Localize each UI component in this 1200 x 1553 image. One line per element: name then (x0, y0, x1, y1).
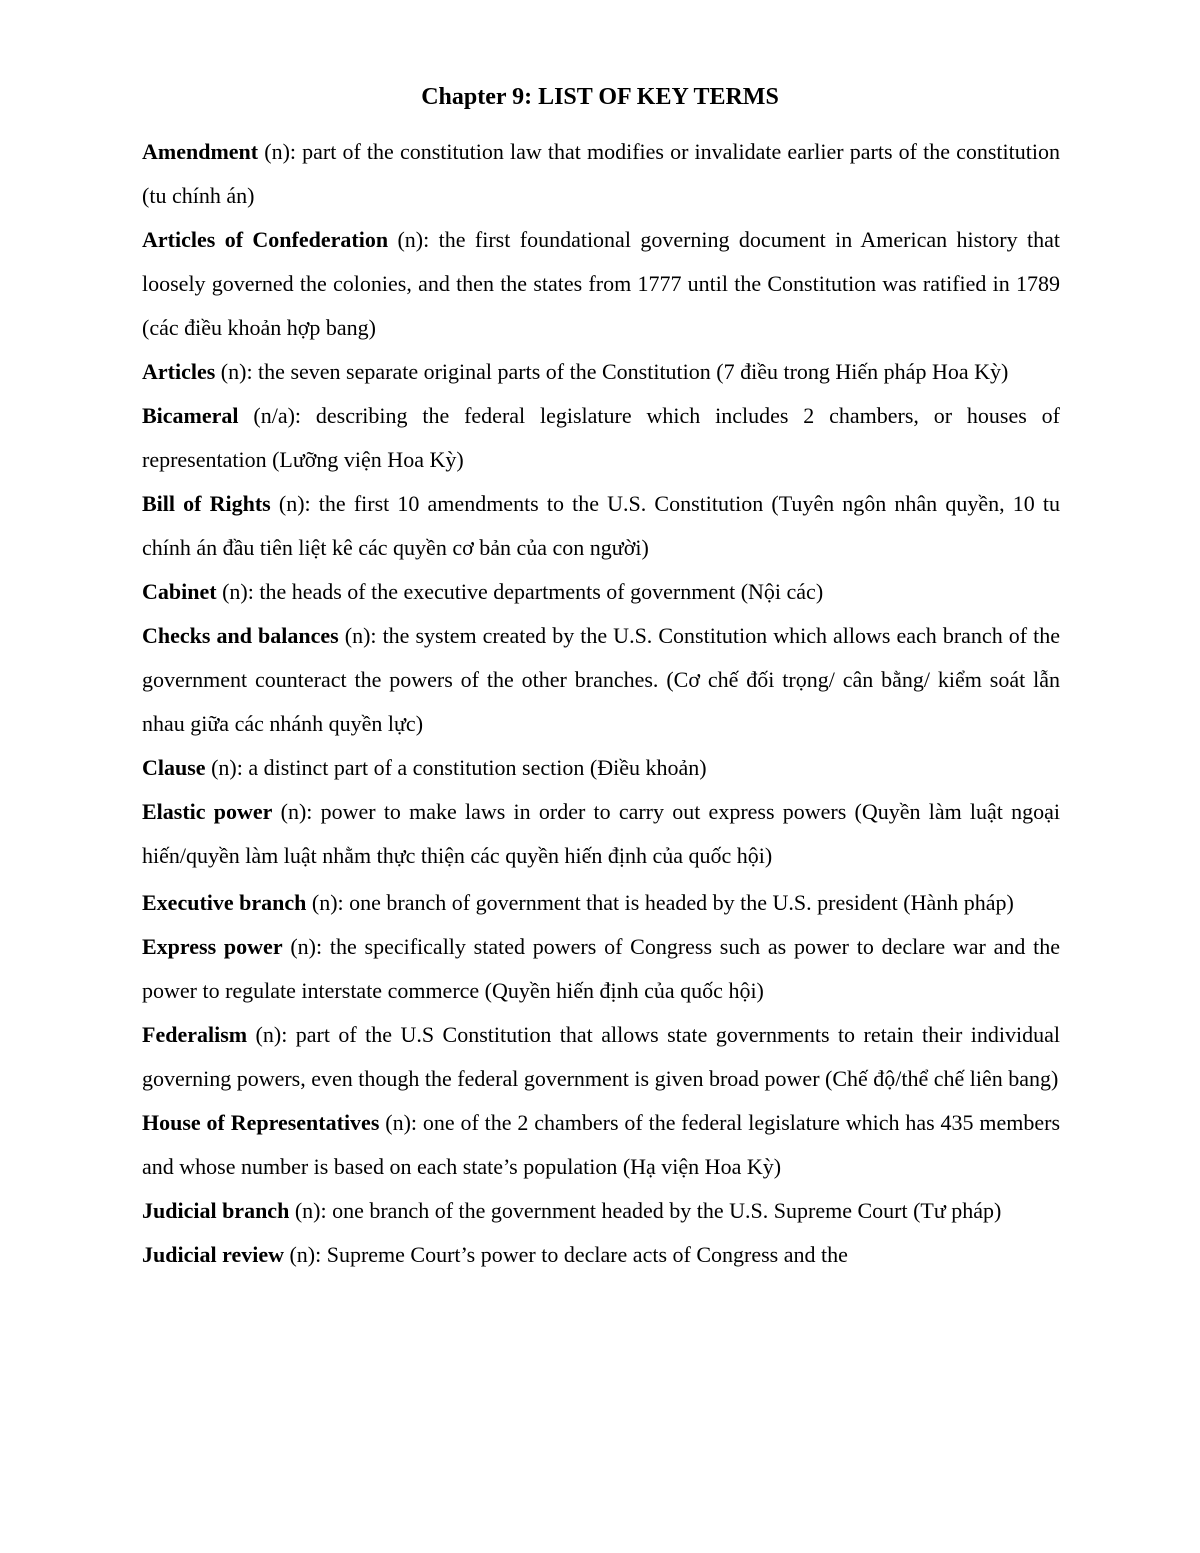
term-entry-bill-of-rights (142, 482, 1060, 570)
term-definition: (n): the system created by the U.S. Constitution which allows each branch of the government counteract the powers of the other branches. (Cơ chế đối trọng/ cân bằng/ kiểm soát lẫn nhau giữa các nhánh quyền lực) (142, 623, 1061, 736)
term-entry-elastic-power (142, 790, 1060, 878)
term-name: Bicameral (142, 403, 239, 428)
term-definition: (n): power to make laws in order to carry out express powers (Quyền làm luật ngoại hiến/quyền làm luật nhằm thực thiện các quyền hiến định của quốc hội) (142, 799, 1060, 868)
term-name: Clause (142, 755, 206, 780)
term-definition: (n): a distinct part of a constitution section (Điều khoản) (205, 755, 707, 780)
term-name: House of Representatives (142, 1110, 380, 1135)
page-title: Chapter 9: LIST OF KEY TERMS (421, 84, 779, 110)
term-definition: (n): the heads of the executive departments of government (Nội các) (216, 579, 824, 604)
term-definition: (n/a): describing the federal legislature which includes 2 chambers, or houses of representation (Lưỡng viện Hoa Kỳ) (142, 403, 1060, 472)
term-definition: (n): Supreme Court’s power to declare acts of Congress and the (283, 1242, 848, 1267)
term-definition: (n): the seven separate original parts of the Constitution (7 điều trong Hiến pháp Hoa Kỳ) (215, 359, 1009, 384)
term-entry-judicial-review (142, 1233, 1060, 1277)
term-name: Judicial branch (142, 1198, 290, 1223)
term-name: Amendment (142, 139, 259, 164)
term-definition: (n): part of the constitution law that modifies or invalidate earlier parts of the constitution (tu chính án) (142, 139, 1060, 208)
term-name: Executive branch (142, 890, 307, 915)
term-entry-executive-branch (142, 881, 1060, 925)
term-name: Elastic power (142, 799, 273, 824)
term-entry-house-of-representatives (142, 1101, 1060, 1189)
term-definition: (n): one branch of government that is headed by the U.S. president (Hành pháp) (306, 890, 1014, 915)
term-name: Judicial review (142, 1242, 284, 1267)
term-entry-express-power (142, 925, 1060, 1013)
term-entry-articles (142, 350, 1060, 394)
term-name: Articles (142, 359, 216, 384)
term-entry-federalism (142, 1013, 1060, 1101)
term-definition: (n): one of the 2 chambers of the federal legislature which has 435 members and whose number is based on each state’s population (Hạ viện Hoa Kỳ) (142, 1110, 1061, 1179)
term-entry-articles-of-confederation (142, 218, 1060, 350)
term-name: Articles of Confederation (142, 227, 389, 252)
term-name: Cabinet (142, 579, 217, 604)
term-entry-checks-and-balances (142, 614, 1060, 746)
term-definition: (n): part of the U.S Constitution that allows state governments to retain their individual governing powers, even though the federal government is given broad power (Chế độ/thể chế liên bang) (142, 1022, 1060, 1091)
key-terms-list (142, 130, 1060, 1277)
term-definition: (n): the first 10 amendments to the U.S. Constitution (Tuyên ngôn nhân quyền, 10 tu chính án đầu tiên liệt kê các quyền cơ bản của con người) (142, 491, 1060, 560)
term-name: Federalism (142, 1022, 248, 1047)
term-name: Checks and balances (142, 623, 339, 648)
term-entry-bicameral (142, 394, 1060, 482)
term-definition: (n): the specifically stated powers of Congress such as power to declare war and the power to regulate interstate commerce (Quyền hiến định của quốc hội) (142, 934, 1061, 1003)
term-entry-cabinet (142, 570, 1060, 614)
term-definition: (n): one branch of the government headed by the U.S. Supreme Court (Tư pháp) (289, 1198, 1002, 1223)
term-entry-clause (142, 746, 1060, 790)
term-entry-judicial-branch (142, 1189, 1060, 1233)
term-definition: (n): the first foundational governing document in American history that loosely governed the colonies, and then the states from 1777 until the Constitution was ratified in 1789 (các điều khoản hợp bang) (142, 227, 1060, 340)
term-entry-amendment (142, 130, 1060, 218)
term-name: Bill of Rights (142, 491, 271, 516)
term-name: Express power (142, 934, 283, 959)
